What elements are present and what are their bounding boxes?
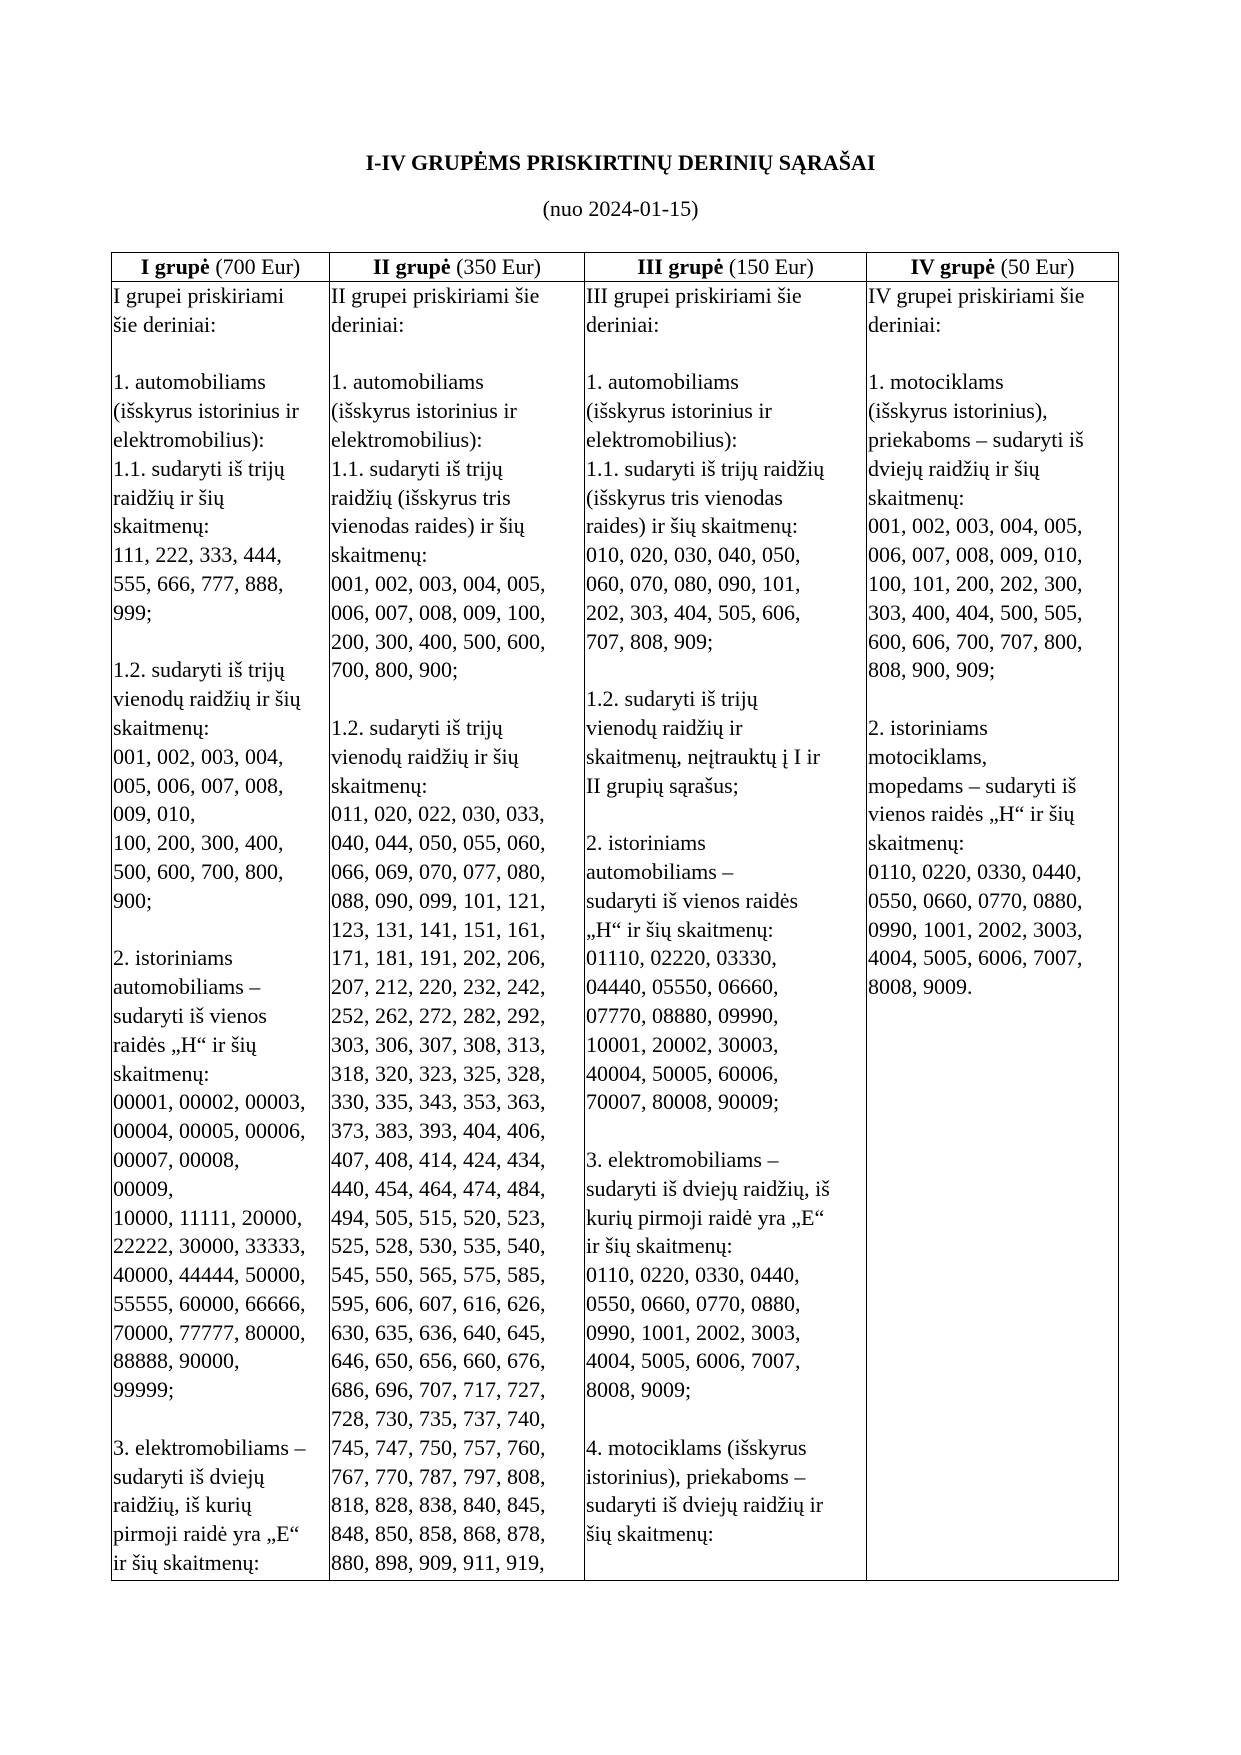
document-title: I-IV GRUPĖMS PRISKIRTINŲ DERINIŲ SĄRAŠAI <box>365 150 876 175</box>
header-group-1-price: (700 Eur) <box>209 254 301 279</box>
header-group-3-price: (150 Eur) <box>723 254 814 279</box>
cell-group-3-text: III grupei priskiriami šie deriniai: 1. automobiliams (išskyrus istorinius ir elektromobilius): 1.1. sudaryti iš trijų raidžių (išskyrus tris vienodas raides) ir šių skaitmenų: 010, 020, 030, 040, 050, 060, 070, 080, 090, 101, 202, 303, 404, 505, 606, 707, 808, 909; 1.2. sudaryti iš trijų vienodų raidžių ir skaitmenų, neįtrauktų į I ir II grupių sąrašus; 2. istoriniams automobiliams – sudaryti iš vienos raidės „H“ ir šių skaitmenų: 01110, 02220, 03330, 04440, 05550, 06660, 07770, 08880, 09990, 10001, 20002, 30003, 40004, 50005, 60006, 70007, 80008, 90009; 3. elektromobiliams – sudaryti iš dviejų raidžių, iš kurių pirmoji raidė yra „E“ ir šių skaitmenų: 0110, 0220, 0330, 0440, 0550, 0660, 0770, 0880, 0990, 1001, 2002, 3003, 4004, 5005, 6006, 7007, 8008, 9009; 4. motociklams (išskyrus istorinius), priekaboms – sudaryti iš dviejų raidžių ir šių skaitmenų: <box>586 283 830 1547</box>
header-group-3-name: III grupė <box>637 254 724 279</box>
header-group-3 <box>585 253 867 282</box>
cell-group-3 <box>585 282 867 1581</box>
cell-group-1 <box>112 282 330 1581</box>
cell-group-2-text: II grupei priskiriami šie deriniai: 1. automobiliams (išskyrus istorinius ir elektromobilius): 1.1. sudaryti iš trijų raidžių (išskyrus tris vienodas raides) ir šių skaitmenų: 001, 002, 003, 004, 005, 006, 007, 008, 009, 100, 200, 300, 400, 500, 600, 700, 800, 900; 1.2. sudaryti iš trijų vienodų raidžių ir šių skaitmenų: 011, 020, 022, 030, 033, 040, 044, 050, 055, 060, 066, 069, 070, 077, 080, 088, 090, 099, 101, 121, 123, 131, 141, 151, 161, 171, 181, 191, 202, 206, 207, 212, 220, 232, 242, 252, 262, 272, 282, 292, 303, 306, 307, 308, 313, 318, 320, 323, 325, 328, 330, 335, 343, 353, 363, 373, 383, 393, 404, 406, 407, 408, 414, 424, 434, 440, 454, 464, 474, 484, 494, 505, 515, 520, 523, 525, 528, 530, 535, 540, 545, 550, 565, 575, 585, 595, 606, 607, 616, 626, 630, 635, 636, 640, 645, 646, 650, 656, 660, 676, 686, 696, 707, 717, 727, 728, 730, 735, 737, 740, 745, 747, 750, 757, 760, 767, 770, 787, 797, 808, 818, 828, 838, 840, 845, 848, 850, 858, 868, 878, 880, 898, 909, 911, 919, <box>331 283 546 1576</box>
cell-group-2 <box>330 282 585 1581</box>
header-group-4-name: IV grupė <box>910 254 996 279</box>
groups-table <box>111 252 1119 1581</box>
cell-group-4-text: IV grupei priskiriami šie deriniai: 1. motociklams (išskyrus istorinius), priekaboms – sudaryti iš dviejų raidžių ir šių skaitmenų: 001, 002, 003, 004, 005, 006, 007, 008, 009, 010, 100, 101, 200, 202, 300, 303, 400, 404, 500, 505, 600, 606, 700, 707, 800, 808, 900, 909; 2. istoriniams motociklams, mopedams – sudaryti iš vienos raidės „H“ ir šių skaitmenų: 0110, 0220, 0330, 0440, 0550, 0660, 0770, 0880, 0990, 1001, 2002, 3003, 4004, 5005, 6006, 7007, 8008, 9009. <box>868 283 1085 1000</box>
header-group-4 <box>867 253 1119 282</box>
body-row <box>112 282 1119 1581</box>
header-row <box>112 253 1119 282</box>
header-group-4-price: (50 Eur) <box>995 254 1075 279</box>
header-group-2-name: II grupė <box>372 254 451 279</box>
header-group-1 <box>112 253 330 282</box>
header-group-1-name: I grupė <box>140 254 210 279</box>
header-group-2 <box>330 253 585 282</box>
document-subtitle: (nuo 2024-01-15) <box>542 196 699 221</box>
cell-group-4 <box>867 282 1119 1581</box>
cell-group-1-text: I grupei priskiriami šie deriniai: 1. automobiliams (išskyrus istorinius ir elektromobilius): 1.1. sudaryti iš trijų raidžių ir šių skaitmenų: 111, 222, 333, 444, 555, 666, 777, 888, 999; 1.2. sudaryti iš trijų vienodų raidžių ir šių skaitmenų: 001, 002, 003, 004, 005, 006, 007, 008, 009, 010, 100, 200, 300, 400, 500, 600, 700, 800, 900; 2. istoriniams automobiliams – sudaryti iš vienos raidės „H“ ir šių skaitmenų: 00001, 00002, 00003, 00004, 00005, 00006, 00007, 00008, 00009, 10000, 11111, 20000, 22222, 30000, 33333, 40000, 44444, 50000, 55555, 60000, 66666, 70000, 77777, 80000, 88888, 90000, 99999; 3. elektromobiliams – sudaryti iš dviejų raidžių, iš kurių pirmoji raidė yra „E“ ir šių skaitmenų: <box>113 283 306 1576</box>
header-group-2-price: (350 Eur) <box>450 254 542 279</box>
